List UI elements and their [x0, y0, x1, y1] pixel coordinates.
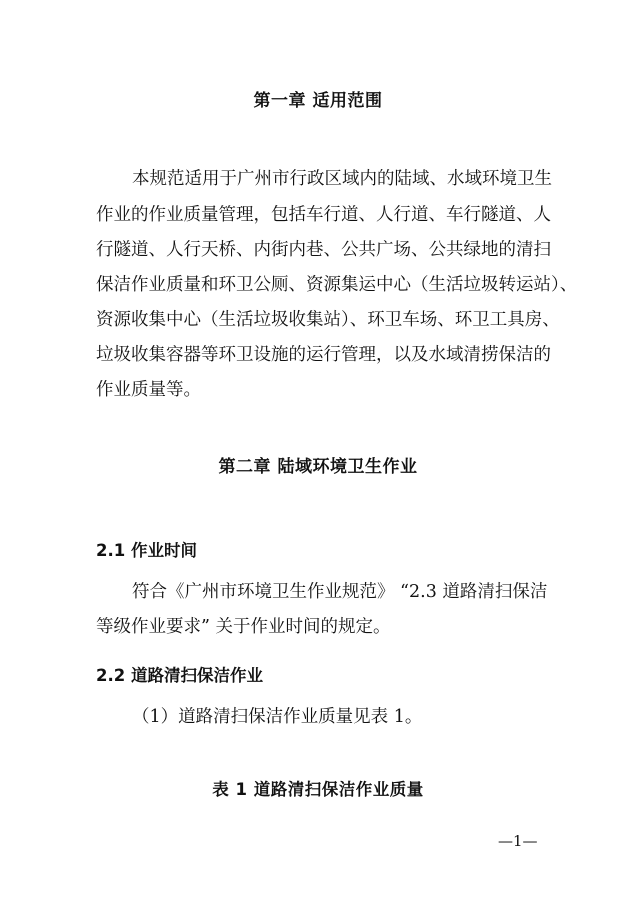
body-line: 作业质量等。: [96, 380, 201, 400]
page-number: —1—: [498, 832, 538, 850]
body-line: 作业的作业质量管理，包括车行道、人行道、车行隧道、人: [96, 205, 551, 225]
body-line: 符合《广州市环境卫生作业规范》 “2.3 道路清扫保洁: [132, 582, 548, 602]
body-line: 等级作业要求” 关于作业时间的规定。: [96, 617, 391, 637]
chapter-1-title: 第一章 适用范围: [253, 91, 383, 111]
list-item: （1）道路清扫保洁作业质量见表 1。: [132, 707, 423, 727]
section-2-2-heading: 2.2 道路清扫保洁作业: [96, 666, 263, 685]
table-caption: 表 1 道路清扫保洁作业质量: [212, 780, 424, 799]
body-line: 保洁作业质量和环卫公厕、资源集运中心（生活垃圾转运站）、: [96, 275, 578, 295]
body-line: 垃圾收集容器等环卫设施的运行管理，以及水域清捞保洁的: [96, 345, 551, 365]
body-line: 本规范适用于广州市行政区域内的陆域、水域环境卫生: [132, 169, 552, 189]
body-line: 资源收集中心（生活垃圾收集站）、环卫车场、环卫工具房、: [96, 310, 560, 330]
body-line: 行隧道、人行天桥、内街内巷、公共广场、公共绿地的清扫: [96, 240, 551, 260]
section-2-1-heading: 2.1 作业时间: [96, 541, 197, 560]
chapter-2-title: 第二章 陆域环境卫生作业: [218, 457, 418, 477]
